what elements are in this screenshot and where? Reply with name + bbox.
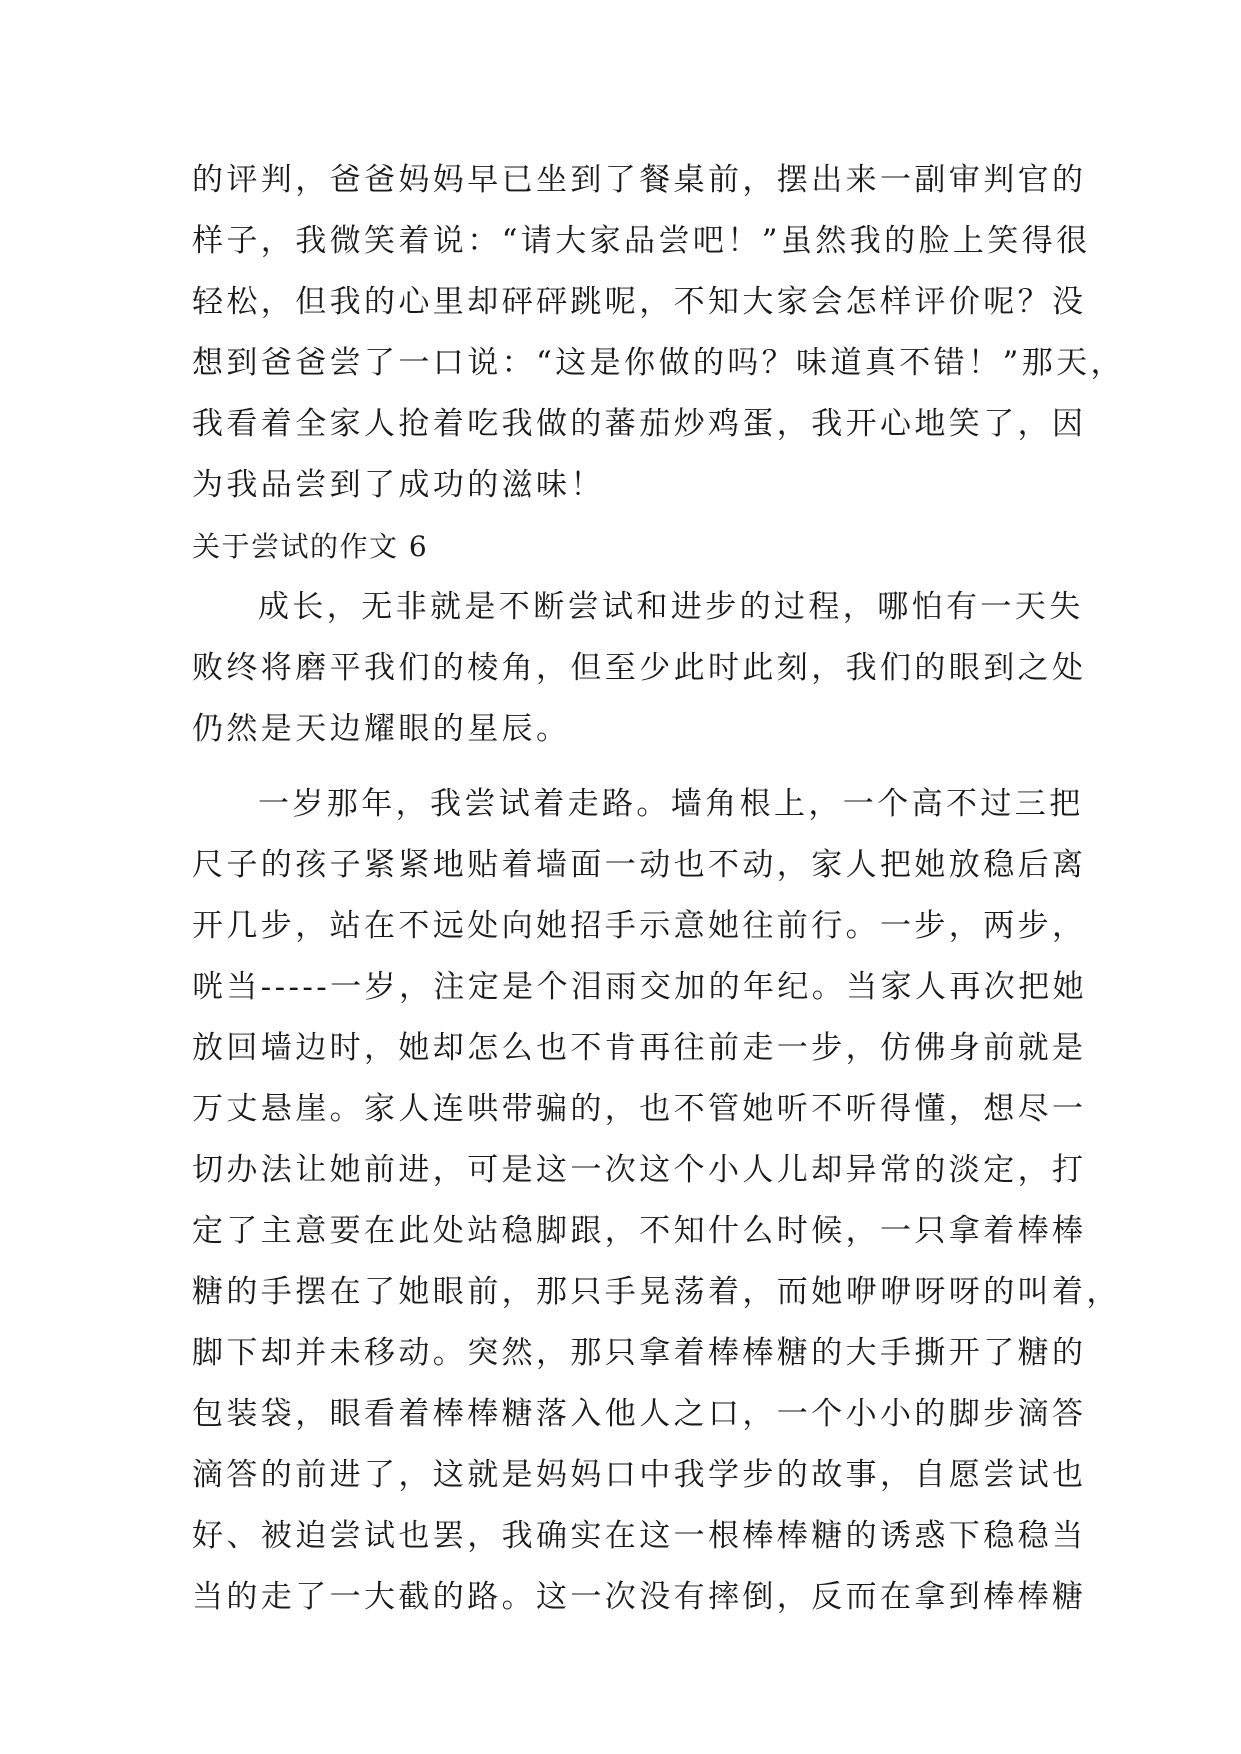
text-line: 败终将磨平我们的棱角，但至少此时此刻，我们的眼到之处 bbox=[192, 650, 1087, 686]
paragraph-2 bbox=[192, 774, 1121, 1628]
text-line: 样子，我微笑着说：“请大家品尝吧！”虽然我的脸上笑得很 bbox=[192, 223, 1091, 259]
text-line: 包装袋，眼看着棒棒糖落入他人之口，一个小小的脚步滴答 bbox=[192, 1396, 1087, 1432]
text-line: 脚下却并未移动。突然，那只拿着棒棒糖的大手撕开了糖的 bbox=[192, 1335, 1087, 1371]
text-line: 成长，无非就是不断尝试和进步的过程，哪怕有一天失 bbox=[258, 589, 1084, 625]
text-line: 我看着全家人抢着吃我做的蕃茄炒鸡蛋，我开心地笑了，因 bbox=[192, 406, 1087, 442]
section-heading: 关于尝试的作文 6 bbox=[192, 530, 429, 563]
text-line: 开几步，站在不远处向她招手示意她往前行。一步，两步， bbox=[192, 908, 1087, 944]
text-line: 万丈悬崖。家人连哄带骗的，也不管她听不听得懂，想尽一 bbox=[192, 1091, 1087, 1127]
text-line: 滴答的前进了，这就是妈妈口中我学步的故事，自愿尝试也 bbox=[192, 1457, 1087, 1493]
text-line: 切办法让她前进，可是这一次这个小人儿却异常的淡定，打 bbox=[192, 1152, 1087, 1188]
text-line: 想到爸爸尝了一口说：“这是你做的吗？味道真不错！”那天， bbox=[192, 345, 1125, 381]
document-page bbox=[192, 150, 1125, 1628]
text-line: 当的走了一大截的路。这一次没有摔倒，反而在拿到棒棒糖 bbox=[192, 1579, 1087, 1615]
text-line: 仍然是天边耀眼的星辰。 bbox=[192, 711, 571, 747]
text-line: 定了主意要在此处站稳脚跟，不知什么时候，一只拿着棒棒 bbox=[192, 1213, 1087, 1249]
paragraph-continued bbox=[192, 150, 1125, 516]
text-line: 放回墙边时，她却怎么也不肯再往前走一步，仿佛身前就是 bbox=[192, 1030, 1087, 1066]
text-line: 的评判，爸爸妈妈早已坐到了餐桌前，摆出来一副审判官的 bbox=[192, 162, 1087, 198]
text-line: 糖的手摆在了她眼前，那只手晃荡着，而她咿咿呀呀的叫着， bbox=[192, 1274, 1121, 1310]
text-line: 轻松，但我的心里却砰砰跳呢，不知大家会怎样评价呢？没 bbox=[192, 284, 1087, 320]
text-line: 好、被迫尝试也罢，我确实在这一根棒棒糖的诱惑下稳稳当 bbox=[192, 1518, 1087, 1554]
text-line: 尺子的孩子紧紧地贴着墙面一动也不动，家人把她放稳后离 bbox=[192, 847, 1087, 883]
text-line: 为我品尝到了成功的滋味！ bbox=[192, 467, 605, 503]
text-line: 一岁那年，我尝试着走路。墙角根上，一个高不过三把 bbox=[258, 786, 1084, 822]
paragraph-1 bbox=[192, 577, 1087, 760]
text-line: 咣当-----一岁，注定是个泪雨交加的年纪。当家人再次把她 bbox=[192, 969, 1087, 1005]
